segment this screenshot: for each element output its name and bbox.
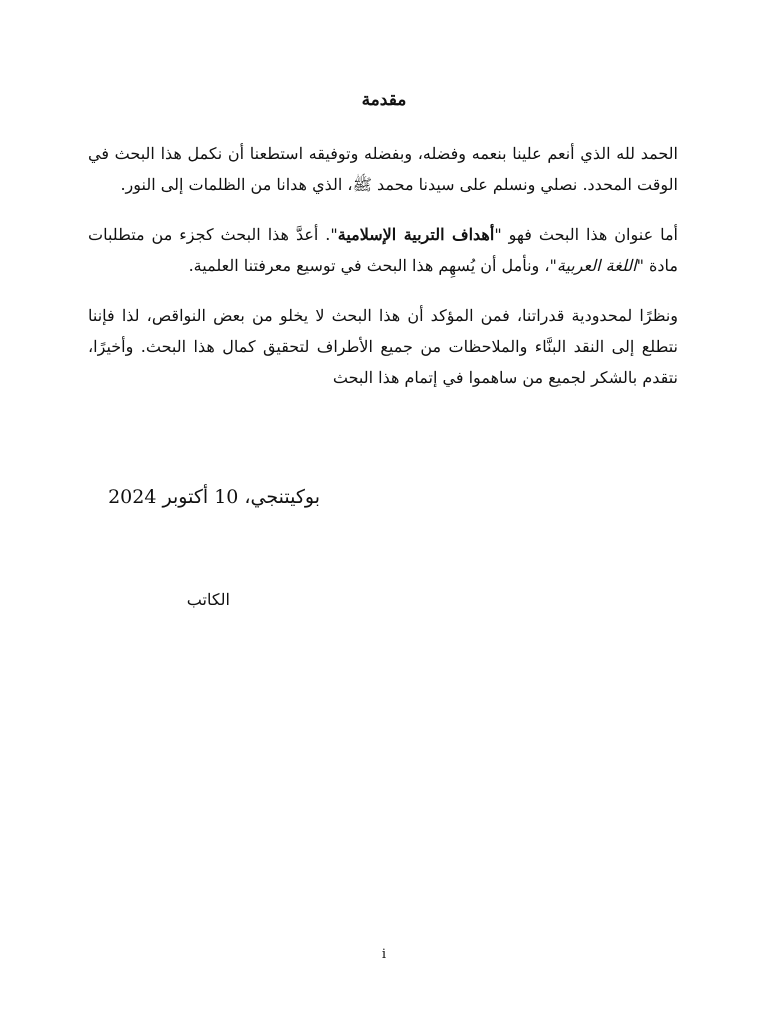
author-label: الكاتب [186,590,230,609]
paragraph-research-title [88,219,678,281]
research-title: أهداف التربية الإسلامية [337,225,495,244]
paragraph-text-part2: ". أعدَّ هذا البحث كجزء من متطلبات مادة " [88,225,678,275]
paragraph-text-part1: أما عنوان هذا البحث فهو " [494,225,678,244]
paragraph-closing: ونظرًا لمحدودية قدراتنا، فمن المؤكد أن هذا البحث لا يخلو من بعض النواقص، لذا فإننا نتطلع إلى النقد البنَّاء والملاحظات من جميع الأطراف لتحقيق كمال هذا البحث. وأخيرًا، نتقدم بالشكر لجميع من ساهموا في إتمام هذا البحث [88,306,678,387]
page-number: i [381,947,387,962]
paragraph-text-part3: "، ونأمل أن يُسهِم هذا البحث في توسيع معرفتنا العلمية. [188,256,557,275]
place-date-line: بوكيتنجي، 10 أكتوبر 2024 [108,486,320,508]
subject-name: اللغة العربية [556,256,637,275]
paragraph-opening: الحمد لله الذي أنعم علينا بنعمه وفضله، وبفضله وتوفيقه استطعنا أن نكمل هذا البحث في الوقت المحدد. نصلي ونسلم على سيدنا محمد ﷺ، الذي هدانا من الظلمات إلى النور. [88,144,678,194]
page-title: مقدمة [361,90,407,110]
